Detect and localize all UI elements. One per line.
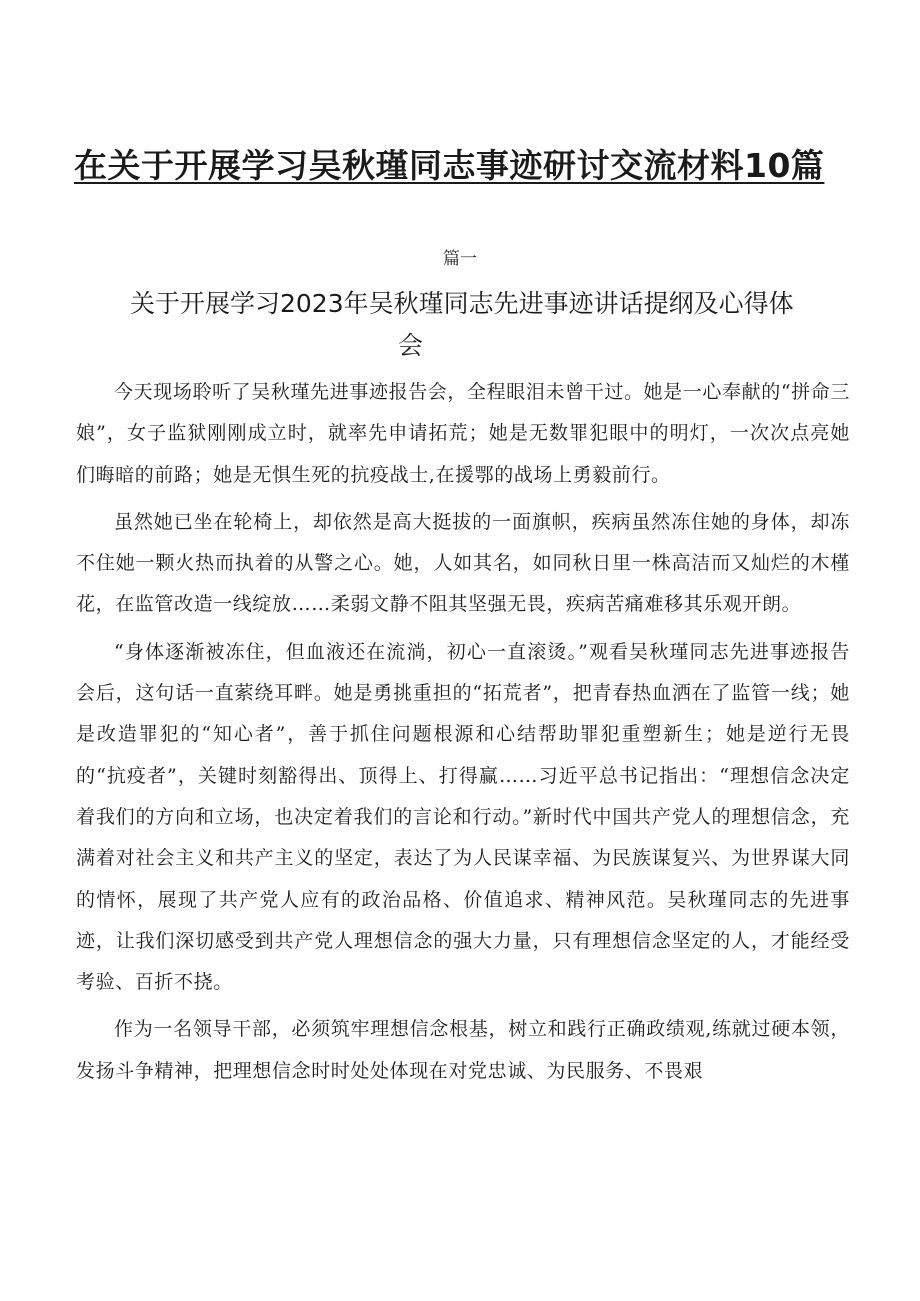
paragraph: 今天现场聆听了吴秋瑾先进事迹报告会，全程眼泪未曾干过。她是一心奉献的“拼命三娘”，女子监狱刚刚成立时，就率先申请拓荒；她是无数罪犯眼中的明灯，一次次点亮她们晦暗的前路；她是无惧生死的抗疫战士,在援鄂的战场上勇毅前行。 [76, 381, 850, 486]
document-title: 在关于开展学习吴秋瑾同志事迹研讨交流材料10篇 [74, 146, 825, 185]
section-heading-line2: 会 [398, 331, 424, 360]
section-heading-line1: 关于开展学习2023年吴秋瑾同志先进事迹讲话提纲及心得体 [130, 289, 794, 318]
paragraph: “身体逐渐被冻住，但血液还在流淌，初心一直滚烫。”观看吴秋瑾同志先进事迹报告会后，这句话一直萦绕耳畔。她是勇挑重担的“拓荒者”，把青春热血洒在了监管一线；她是改造罪犯的“知心者”，善于抓住问题根源和心结帮助罪犯重塑新生；她是逆行无畏的“抗疫者”，关键时刻豁得出、顶得上、打得赢……习近平总书记指出：“理想信念决定着我们的方向和立场，也决定着我们的言论和行动。”新时代中国共产党人的理想信念，充满着对社会主义和共产主义的坚定，表达了为人民谋幸福、为民族谋复兴、为世界谋大同的情怀，展现了共产党人应有的政治品格、价值追求、精神风范。吴秋瑾同志的先进事迹，让我们深切感受到共产党人理想信念的强大力量，只有理想信念坚定的人，才能经受考验、百折不挠。 [76, 640, 850, 994]
paragraph: 作为一名领导干部，必须筑牢理想信念根基，树立和践行正确政绩观,练就过硬本领，发扬斗争精神，把理想信念时时处处体现在对党忠诚、为民服务、不畏艰 [76, 1018, 850, 1082]
body-text [76, 372, 850, 1098]
section-heading [130, 283, 850, 367]
section-label: 篇一 [443, 249, 477, 269]
paragraph: 虽然她已坐在轮椅上，却依然是高大挺拔的一面旗帜，疾病虽然冻住她的身体，却冻不住她一颗火热而执着的从警之心。她，人如其名，如同秋日里一株高洁而又灿烂的木槿花，在监管改造一线绽放……柔弱文静不阻其坚强无畏，疾病苦痛难移其乐观开朗。 [76, 510, 850, 616]
